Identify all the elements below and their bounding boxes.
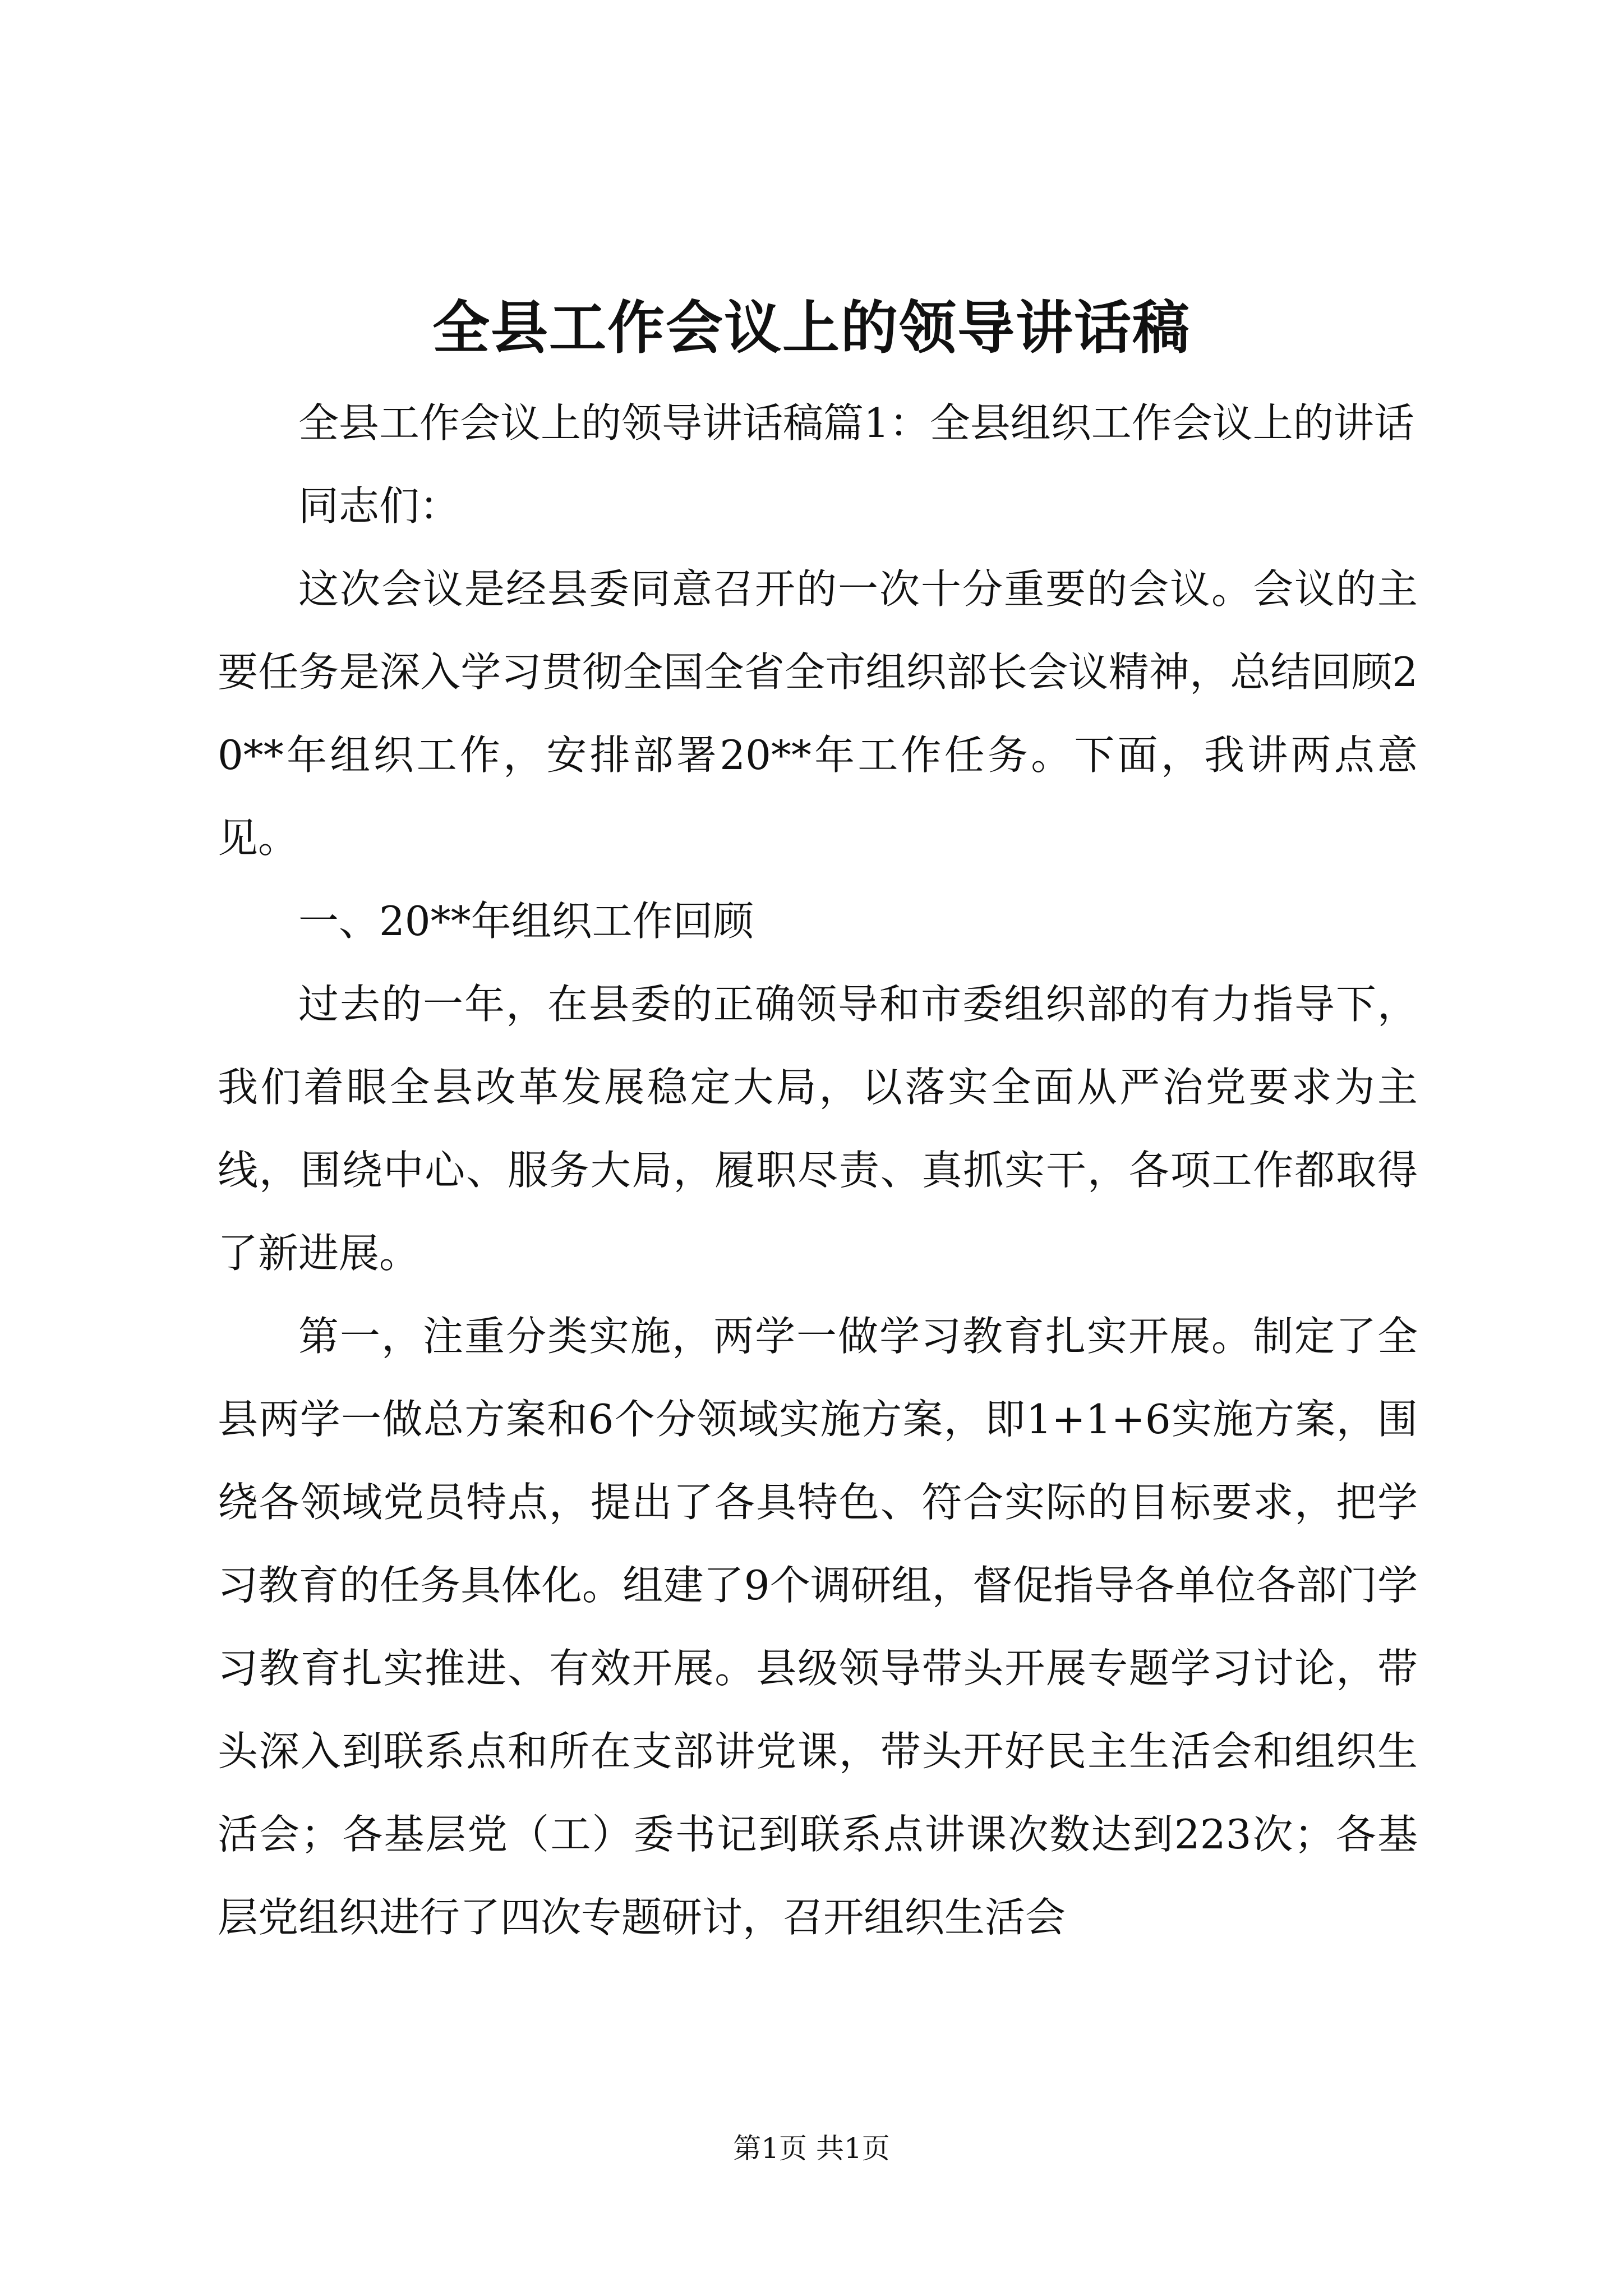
page-footer: 第1页 共1页	[733, 2132, 890, 2165]
section-heading: 一、20**年组织工作回顾	[298, 898, 754, 945]
paragraph-salutation: 同志们：	[298, 482, 460, 530]
paragraph-first-point: 第一，注重分类实施，两学一做学习教育扎实开展。制定了全县两学一做总方案和6个分领域实施方案，即1+1+6实施方案，围绕各领域党员特点，提出了各具特色、符合实际的目标要求，把学习教育的任务具体化。组建了9个调研组，督促指导各单位各部门学习教育扎实推进、有效开展。县级领导带头开展专题学习讨论，带头深入到联系点和所在支部讲党课，带头开好民主生活会和组织生活会；各基层党（工）委书记到联系点讲课次数达到223次；各基层党组织进行了四次专题研讨，召开组织生活会	[218, 1313, 1418, 1941]
document-body	[218, 381, 1418, 1959]
paragraph-heading-line: 全县工作会议上的领导讲话稿篇1：全县组织工作会议上的讲话	[298, 399, 1414, 447]
paragraph-review: 过去的一年，在县委的正确领导和市委组织部的有力指导下，我们着眼全县改革发展稳定大局，以落实全面从严治党要求为主线，围绕中心、服务大局，履职尽责、真抓实干，各项工作都取得了新进展。	[218, 981, 1418, 1277]
paragraph-intro: 这次会议是经县委同意召开的一次十分重要的会议。会议的主要任务是深入学习贯彻全国全省全市组织部长会议精神，总结回顾20**年组织工作，安排部署20**年工作任务。下面，我讲两点意见。	[218, 565, 1418, 862]
document-title: 全县工作会议上的领导讲话稿	[432, 295, 1191, 362]
